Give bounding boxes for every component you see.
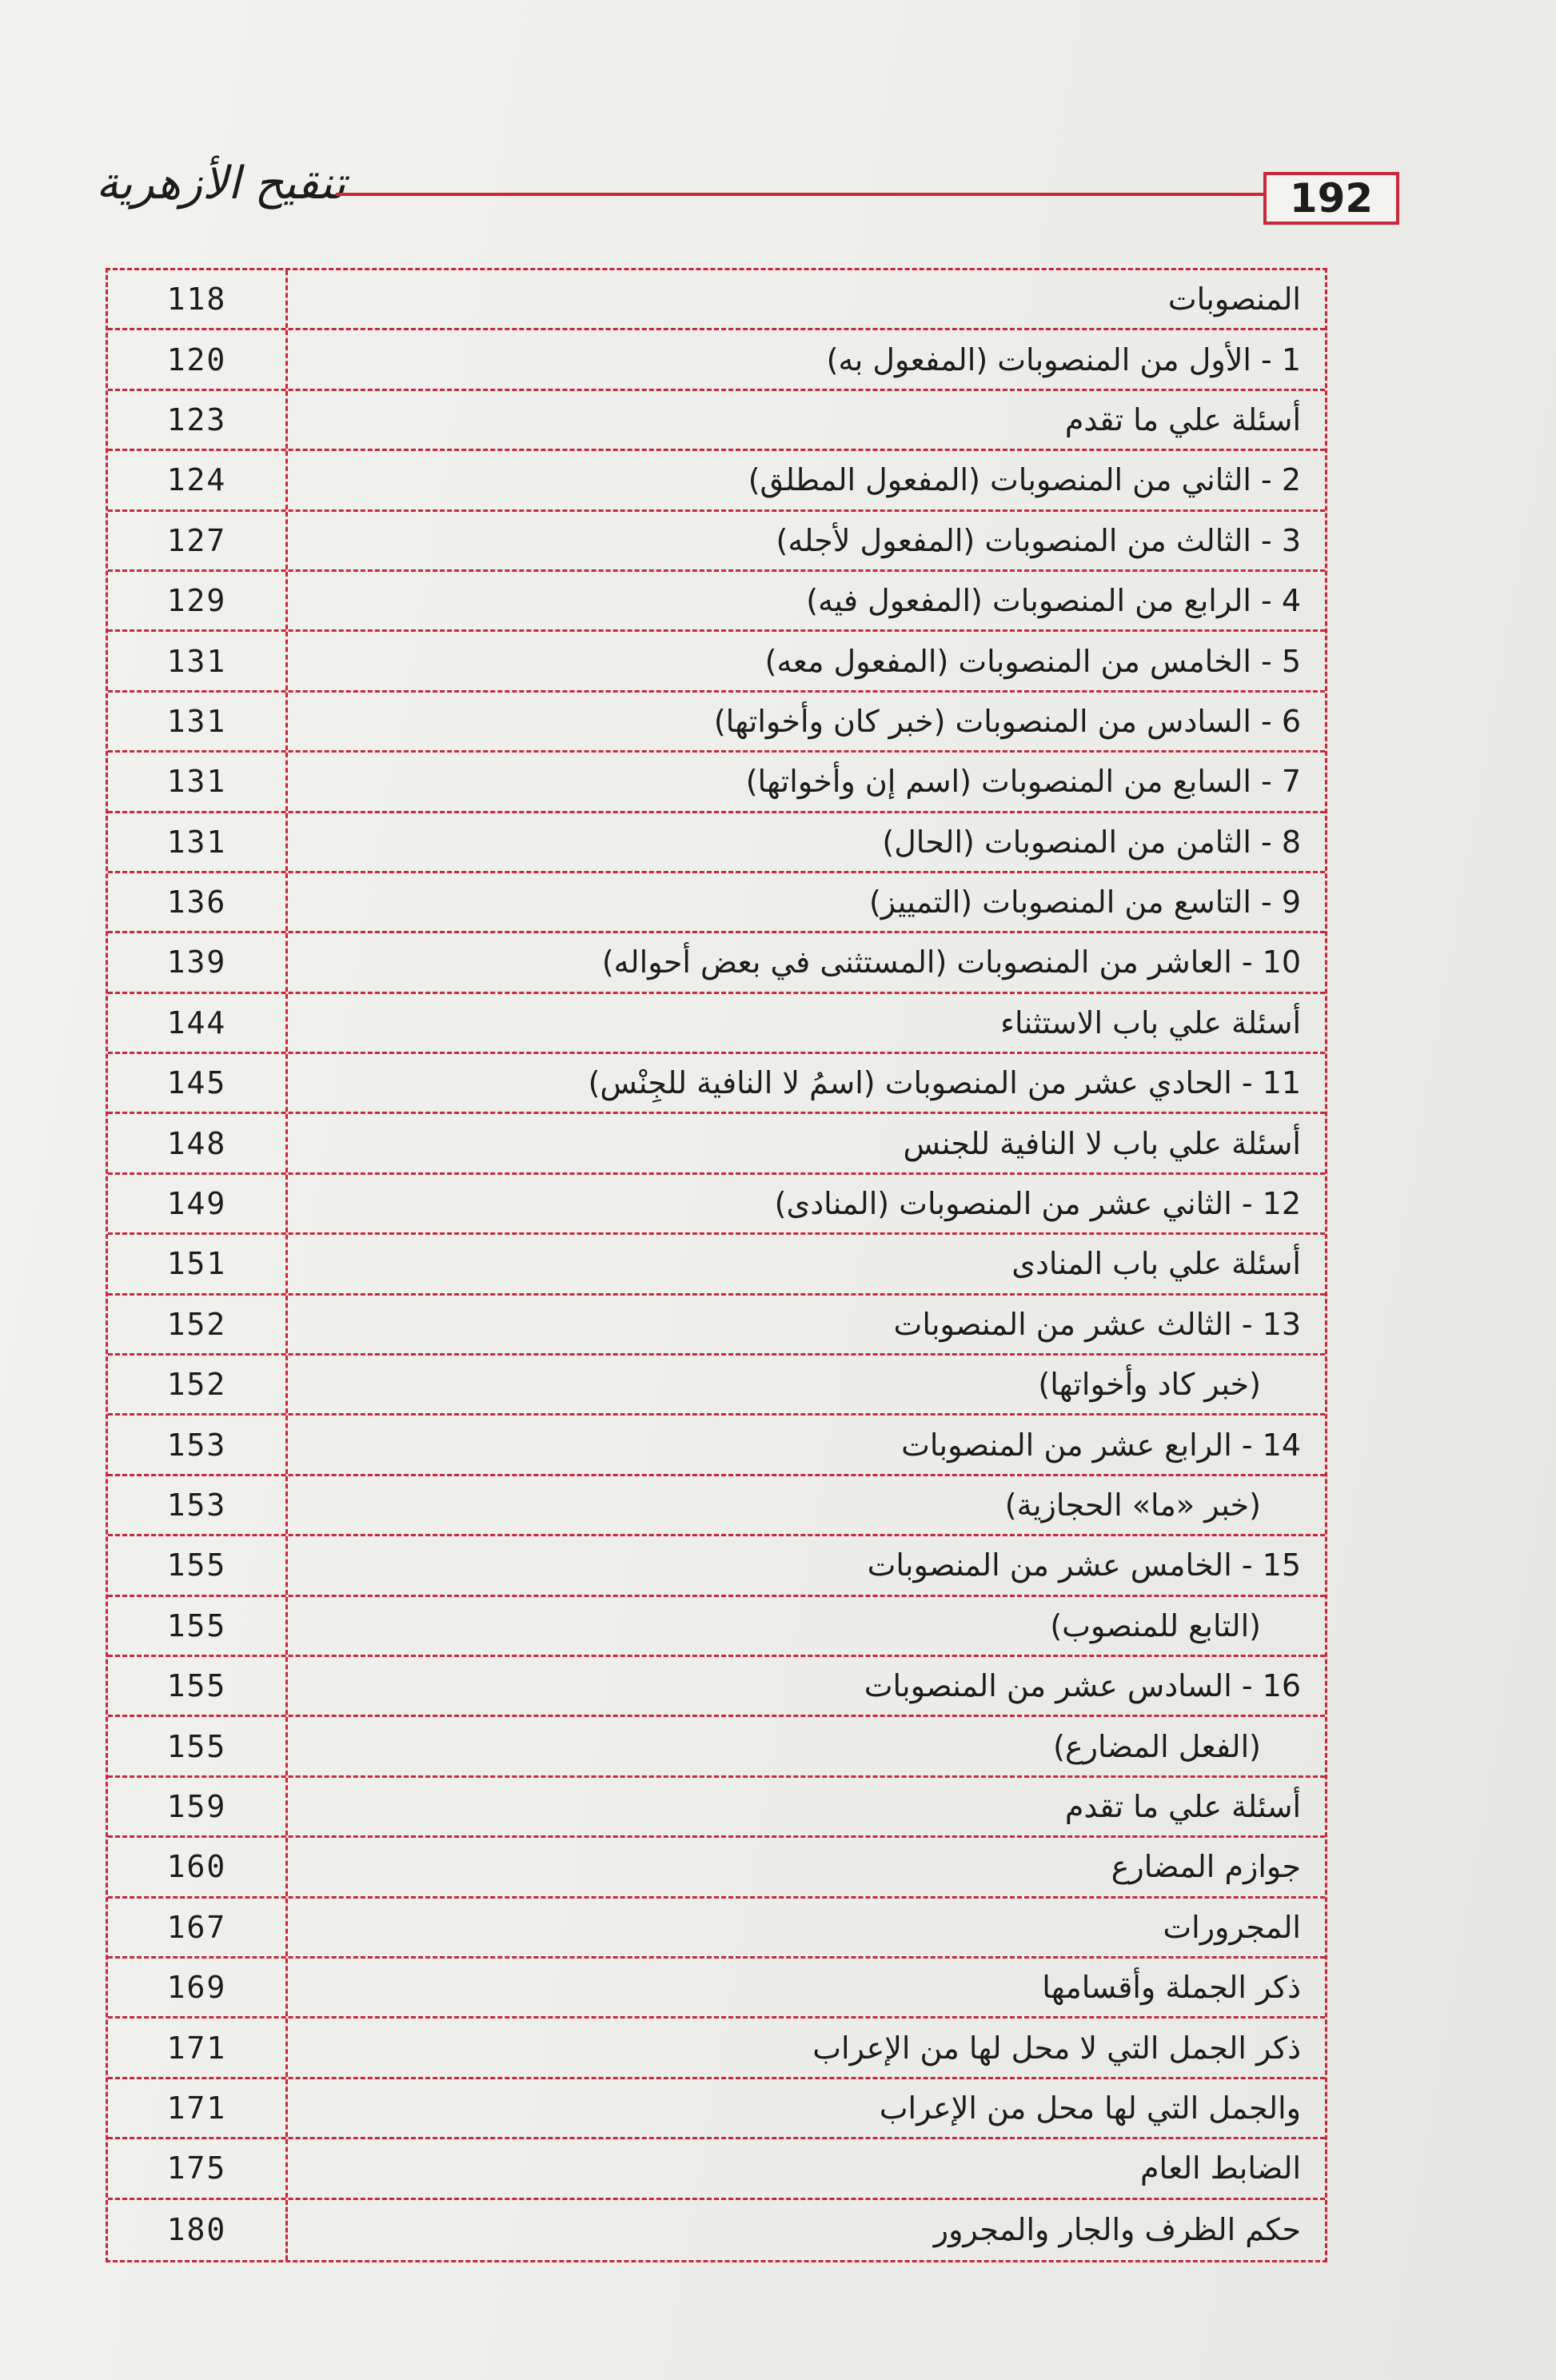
- toc-row: [108, 1536, 1325, 1596]
- toc-entry-title: (خبر «ما» الحجازية): [1004, 1488, 1261, 1523]
- table-of-contents: [106, 268, 1327, 2262]
- toc-row: [108, 1717, 1325, 1777]
- toc-page-number: 180: [108, 2200, 288, 2260]
- toc-entry-title: 13 - الثالث عشر من المنصوبات: [893, 1306, 1301, 1342]
- toc-entry-title: جوازم المضارع: [1111, 1849, 1301, 1885]
- toc-row: [108, 1476, 1325, 1536]
- toc-page-number: 131: [108, 753, 288, 810]
- toc-entry-title: المجرورات: [1163, 1909, 1301, 1945]
- toc-row: [108, 1899, 1325, 1959]
- toc-row: [108, 1054, 1325, 1114]
- toc-row: [108, 330, 1325, 390]
- toc-row: [108, 1296, 1325, 1356]
- toc-row: [108, 1235, 1325, 1295]
- toc-page-number: 169: [108, 1959, 288, 2016]
- toc-row: [108, 1175, 1325, 1235]
- toc-entry-title: (الفعل المضارع): [1053, 1728, 1261, 1764]
- toc-page-number: 167: [108, 1899, 288, 1956]
- toc-row: [108, 2139, 1325, 2199]
- toc-page-number: 153: [108, 1416, 288, 1473]
- toc-row: [108, 1778, 1325, 1838]
- toc-row: [108, 391, 1325, 451]
- toc-entry-title: 15 - الخامس عشر من المنصوبات: [867, 1547, 1301, 1583]
- page-number: 192: [1263, 172, 1399, 225]
- toc-page-number: 131: [108, 693, 288, 750]
- toc-row: [108, 1356, 1325, 1416]
- toc-entry-title: 2 - الثاني من المنصوبات (المفعول المطلق): [748, 462, 1301, 498]
- toc-page-number: 124: [108, 451, 288, 509]
- toc-page-number: 118: [108, 270, 288, 328]
- toc-page-number: 139: [108, 933, 288, 991]
- page-header: [96, 156, 1374, 244]
- toc-page-number: 171: [108, 2019, 288, 2076]
- toc-row: [108, 1416, 1325, 1476]
- toc-page-number: 155: [108, 1717, 288, 1775]
- toc-entry-title: أسئلة علي ما تقدم: [1064, 1788, 1301, 1824]
- header-rule: [336, 193, 1263, 196]
- toc-page-number: 127: [108, 512, 288, 569]
- toc-row: [108, 1657, 1325, 1717]
- toc-page-number: 159: [108, 1778, 288, 1835]
- toc-entry-title: والجمل التي لها محل من الإعراب: [879, 2090, 1301, 2126]
- toc-entry-title: 3 - الثالث من المنصوبات (المفعول لأجله): [776, 522, 1301, 558]
- toc-entry-title: 14 - الرابع عشر من المنصوبات: [901, 1427, 1301, 1463]
- toc-row: [108, 2019, 1325, 2079]
- book-title: تنقيح الأزهرية: [96, 158, 346, 210]
- toc-row: [108, 933, 1325, 993]
- toc-row: [108, 2079, 1325, 2139]
- toc-row: [108, 270, 1325, 330]
- toc-row: [108, 2200, 1325, 2260]
- toc-entry-title: 8 - الثامن من المنصوبات (الحال): [882, 824, 1301, 860]
- toc-entry-title: ذكر الجمل التي لا محل لها من الإعراب: [812, 2030, 1301, 2066]
- toc-page-number: 153: [108, 1476, 288, 1534]
- toc-entry-title: الضابط العام: [1140, 2150, 1301, 2186]
- toc-row: [108, 873, 1325, 933]
- toc-page-number: 136: [108, 873, 288, 931]
- toc-entry-title: أسئلة علي باب المنادى: [1011, 1246, 1301, 1282]
- toc-entry-title: أسئلة علي باب لا النافية للجنس: [903, 1125, 1301, 1161]
- toc-page-number: 148: [108, 1114, 288, 1172]
- toc-page-number: 144: [108, 994, 288, 1052]
- toc-page-number: 152: [108, 1296, 288, 1353]
- toc-entry-title: المنصوبات: [1167, 282, 1301, 317]
- toc-row: [108, 1838, 1325, 1898]
- toc-page-number: 145: [108, 1054, 288, 1112]
- toc-entry-title: 16 - السادس عشر من المنصوبات: [864, 1668, 1301, 1704]
- toc-page-number: 123: [108, 391, 288, 449]
- toc-page-number: 155: [108, 1657, 288, 1715]
- toc-entry-title: 4 - الرابع من المنصوبات (المفعول فيه): [806, 583, 1301, 619]
- toc-entry-title: أسئلة علي باب الاستثناء: [1000, 1004, 1301, 1040]
- toc-entry-title: (التابع للمنصوب): [1050, 1607, 1261, 1643]
- toc-entry-title: 7 - السابع من المنصوبات (اسم إن وأخواتها): [745, 764, 1301, 800]
- toc-page-number: 155: [108, 1597, 288, 1655]
- toc-entry-title: حكم الظرف والجار والمجرور: [933, 2212, 1301, 2248]
- toc-page-number: 152: [108, 1356, 288, 1413]
- toc-page-number: 129: [108, 572, 288, 629]
- toc-row: [108, 994, 1325, 1054]
- toc-page-number: 149: [108, 1175, 288, 1232]
- toc-row: [108, 753, 1325, 813]
- toc-entry-title: 12 - الثاني عشر من المنصوبات (المنادى): [774, 1186, 1301, 1222]
- toc-page-number: 120: [108, 330, 288, 388]
- toc-page-number: 160: [108, 1838, 288, 1895]
- toc-entry-title: 1 - الأول من المنصوبات (المفعول به): [826, 341, 1301, 377]
- toc-entry-title: 11 - الحادي عشر من المنصوبات (اسمُ لا النافية للجِنْس): [588, 1065, 1301, 1101]
- toc-page-number: 171: [108, 2079, 288, 2137]
- toc-row: [108, 632, 1325, 692]
- toc-entry-title: ذكر الجملة وأقسامها: [1042, 1970, 1301, 2006]
- toc-row: [108, 512, 1325, 572]
- toc-page-number: 155: [108, 1536, 288, 1594]
- toc-row: [108, 451, 1325, 511]
- toc-entry-title: 6 - السادس من المنصوبات (خبر كان وأخواتها): [713, 703, 1301, 739]
- toc-row: [108, 1114, 1325, 1174]
- toc-page-number: 131: [108, 632, 288, 689]
- toc-page-number: 175: [108, 2139, 288, 2197]
- toc-entry-title: 9 - التاسع من المنصوبات (التمييز): [868, 885, 1301, 920]
- toc-entry-title: 5 - الخامس من المنصوبات (المفعول معه): [764, 643, 1301, 679]
- toc-row: [108, 693, 1325, 753]
- toc-page-number: 131: [108, 813, 288, 871]
- toc-entry-title: أسئلة علي ما تقدم: [1064, 401, 1301, 437]
- toc-entry-title: (خبر كاد وأخواتها): [1038, 1367, 1261, 1403]
- toc-row: [108, 572, 1325, 632]
- toc-row: [108, 1597, 1325, 1657]
- toc-entry-title: 10 - العاشر من المنصوبات (المستثنى في بعض أحواله): [601, 944, 1301, 980]
- toc-page-number: 151: [108, 1235, 288, 1292]
- toc-row: [108, 813, 1325, 873]
- toc-row: [108, 1959, 1325, 2019]
